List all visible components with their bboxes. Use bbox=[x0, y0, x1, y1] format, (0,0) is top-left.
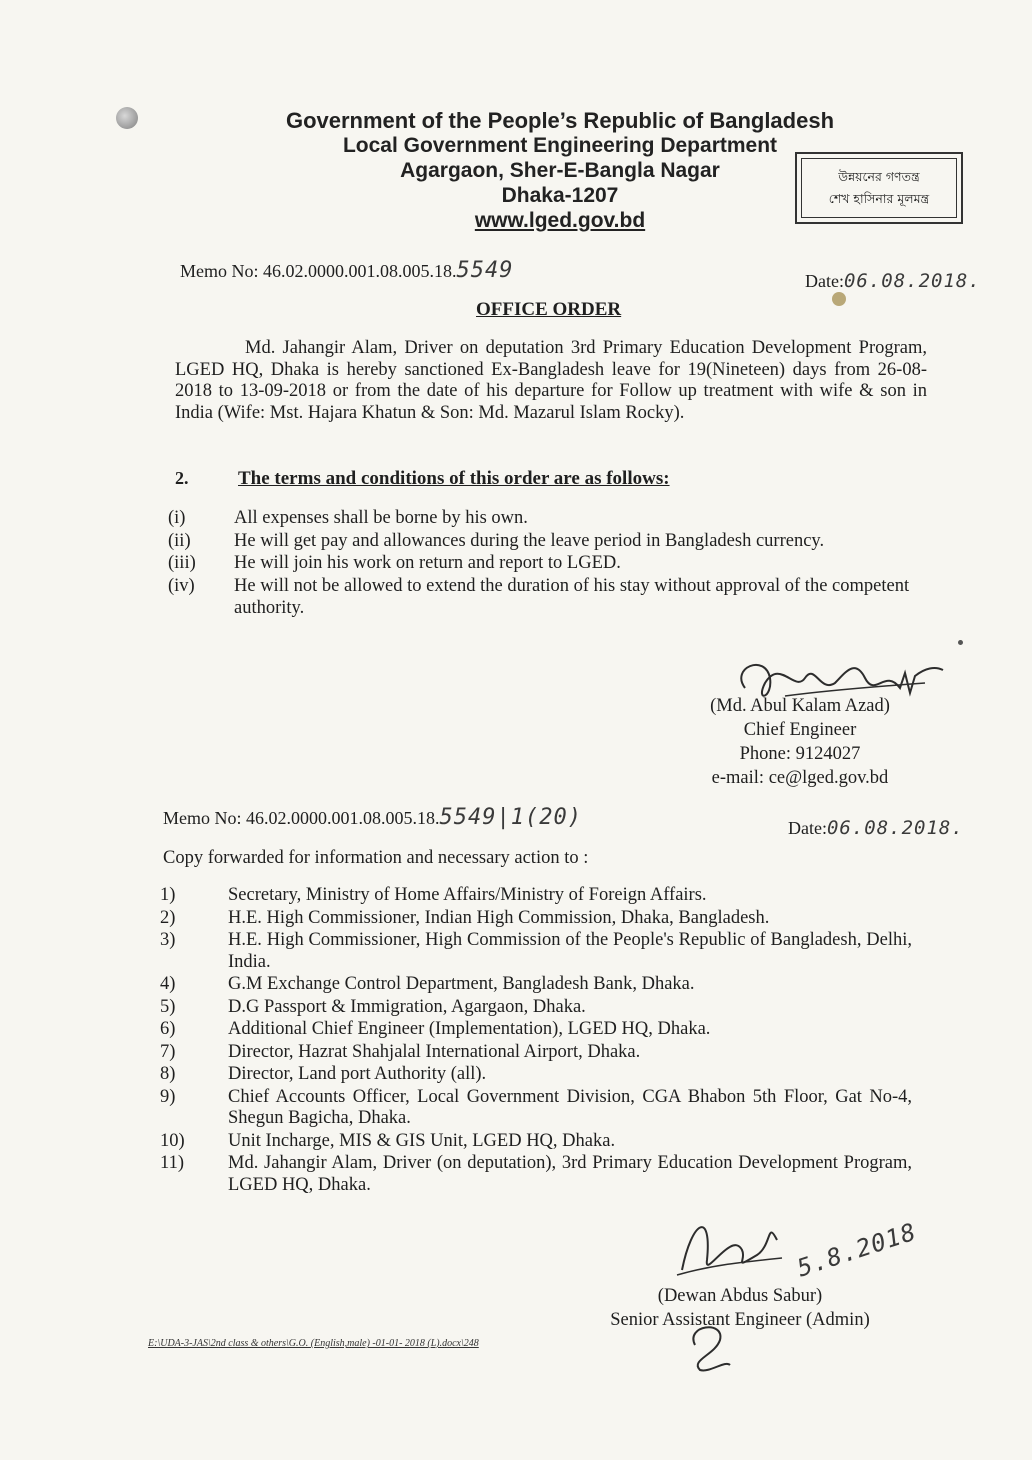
recipient-text: Secretary, Ministry of Home Affairs/Ministry of Foreign Affairs. bbox=[228, 885, 707, 905]
letterhead-address: Agargaon, Sher-E-Bangla Nagar bbox=[400, 159, 720, 182]
recipient-text: H.E. High Commissioner, High Commission of the People's Republic of Bangladesh, Delhi, India. bbox=[228, 930, 912, 972]
signatory-block-1 bbox=[690, 694, 910, 790]
recipient-number: 8) bbox=[160, 1064, 176, 1084]
signatory-title: Senior Assistant Engineer (Admin) bbox=[610, 1310, 870, 1330]
condition-item bbox=[168, 552, 923, 575]
memo-label: Memo No: 46.02.0000.001.08.005.18. bbox=[163, 808, 440, 828]
condition-text: He will not be allowed to extend the duration of his stay without approval of the competent authority. bbox=[234, 575, 910, 618]
recipient-item bbox=[160, 930, 912, 973]
recipient-item bbox=[160, 908, 912, 930]
memo-number-2 bbox=[163, 805, 582, 830]
file-path-footer: E:\UDA-3-JAS\2nd class & others\G.O. (English,male) -01-01- 2018 (L).docx\248 bbox=[148, 1338, 479, 1349]
date-handwritten: 06.08.2018. bbox=[843, 270, 981, 292]
signatory-block-2 bbox=[590, 1284, 890, 1332]
condition-item bbox=[168, 530, 923, 553]
recipient-text: Chief Accounts Officer, Local Government Division, CGA Bhabon 5th Floor, Gat No-4, Shegun Bagicha, Dhaka. bbox=[228, 1086, 912, 1128]
memo-date-1 bbox=[805, 270, 981, 292]
memo-date-2 bbox=[788, 817, 964, 839]
recipient-number: 3) bbox=[160, 930, 176, 950]
memo-label: Memo No: 46.02.0000.001.08.005.18. bbox=[180, 261, 457, 281]
letterhead-government: Government of the People’s Republic of Bangladesh bbox=[285, 108, 835, 133]
recipient-number: 11) bbox=[160, 1153, 184, 1173]
signature-date-handwritten: 5.8.2018 bbox=[793, 1217, 920, 1283]
stain bbox=[832, 292, 846, 306]
letterhead-department: Local Government Engineering Department bbox=[342, 134, 778, 157]
recipient-item bbox=[160, 885, 912, 907]
condition-number: (iv) bbox=[168, 575, 195, 596]
condition-number: (ii) bbox=[168, 530, 191, 551]
memo-handwritten-number: 5549 bbox=[456, 258, 514, 283]
order-title: OFFICE ORDER bbox=[476, 299, 622, 320]
condition-text: All expenses shall be borne by his own. bbox=[234, 508, 528, 528]
recipient-text: G.M Exchange Control Department, Bangladesh Bank, Dhaka. bbox=[228, 974, 695, 994]
slogan-box bbox=[795, 152, 963, 224]
recipient-number: 6) bbox=[160, 1019, 176, 1039]
date-handwritten: 06.08.2018. bbox=[826, 817, 964, 839]
recipient-number: 7) bbox=[160, 1041, 176, 1062]
signatory-name: (Dewan Abdus Sabur) bbox=[657, 1286, 823, 1306]
slogan-line-2: শেখ হাসিনার মূলমন্ত্র bbox=[828, 191, 930, 206]
condition-item bbox=[168, 507, 923, 530]
recipient-number: 1) bbox=[160, 885, 176, 905]
recipient-item bbox=[160, 1042, 912, 1064]
letterhead-website: www.lged.gov.bd bbox=[474, 209, 646, 232]
memo-handwritten-number: 5549|1(20) bbox=[439, 805, 582, 830]
condition-item bbox=[168, 575, 923, 620]
recipient-list bbox=[160, 885, 912, 1197]
order-body: Md. Jahangir Alam, Driver on deputation 3rd Primary Education Development Program, LGED HQ, Dhaka is hereby sanctioned Ex-Bangladesh leave for 19(Nineteen) days from 26-08-2018 to 13-09-2018 or from the date of his departure for Follow up treatment with wife & son in India (Wife: Mst. Hajara Khatun & Son: Md. Mazarul Islam Rocky). bbox=[175, 338, 927, 423]
date-label: Date: bbox=[788, 818, 827, 838]
recipient-text: Director, Hazrat Shahjalal International Airport, Dhaka. bbox=[228, 1041, 641, 1062]
date-label: Date: bbox=[805, 271, 844, 291]
recipient-text: Director, Land port Authority (all). bbox=[228, 1064, 487, 1084]
recipient-text: Unit Incharge, MIS & GIS Unit, LGED HQ, Dhaka. bbox=[228, 1130, 616, 1151]
memo-number-1 bbox=[180, 258, 513, 283]
recipient-number: 2) bbox=[160, 907, 176, 928]
section-heading: The terms and conditions of this order are as follows: bbox=[238, 468, 670, 489]
recipient-text: D.G Passport & Immigration, Agargaon, Dhaka. bbox=[228, 996, 586, 1017]
letterhead-city: Dhaka-1207 bbox=[501, 184, 619, 207]
speck bbox=[958, 640, 963, 645]
letterhead bbox=[240, 108, 880, 233]
condition-text: He will join his work on return and report to LGED. bbox=[234, 553, 621, 573]
slogan-line-1: উন্নয়নের গণতন্ত্র bbox=[838, 169, 920, 184]
recipient-item bbox=[160, 1153, 912, 1196]
recipient-number: 9) bbox=[160, 1086, 176, 1107]
recipient-text: H.E. High Commissioner, Indian High Commission, Dhaka, Bangladesh. bbox=[228, 907, 770, 928]
recipient-item bbox=[160, 1019, 912, 1041]
recipient-item bbox=[160, 974, 912, 996]
recipient-item bbox=[160, 997, 912, 1019]
recipient-number: 5) bbox=[160, 996, 176, 1017]
recipient-item bbox=[160, 1087, 912, 1130]
condition-number: (i) bbox=[168, 508, 186, 528]
recipient-text: Md. Jahangir Alam, Driver (on deputation), 3rd Primary Education Development Program, LGED HQ, Dhaka. bbox=[228, 1153, 912, 1195]
conditions-list bbox=[168, 507, 923, 620]
signatory-name: (Md. Abul Kalam Azad) bbox=[710, 696, 890, 716]
recipient-item bbox=[160, 1131, 912, 1153]
copy-forward-intro: Copy forwarded for information and necessary action to : bbox=[163, 848, 589, 868]
recipient-text: Additional Chief Engineer (Implementation), LGED HQ, Dhaka. bbox=[228, 1019, 711, 1039]
signatory-phone: Phone: 9124027 bbox=[739, 744, 861, 764]
condition-text: He will get pay and allowances during the leave period in Bangladesh currency. bbox=[234, 530, 825, 551]
section-number: 2. bbox=[175, 468, 189, 488]
condition-number: (iii) bbox=[168, 553, 196, 573]
signatory-email: e-mail: ce@lged.gov.bd bbox=[711, 768, 889, 788]
recipient-number: 10) bbox=[160, 1130, 185, 1151]
recipient-number: 4) bbox=[160, 974, 176, 994]
recipient-item bbox=[160, 1064, 912, 1086]
punch-hole bbox=[116, 107, 138, 129]
signatory-title: Chief Engineer bbox=[743, 720, 857, 740]
